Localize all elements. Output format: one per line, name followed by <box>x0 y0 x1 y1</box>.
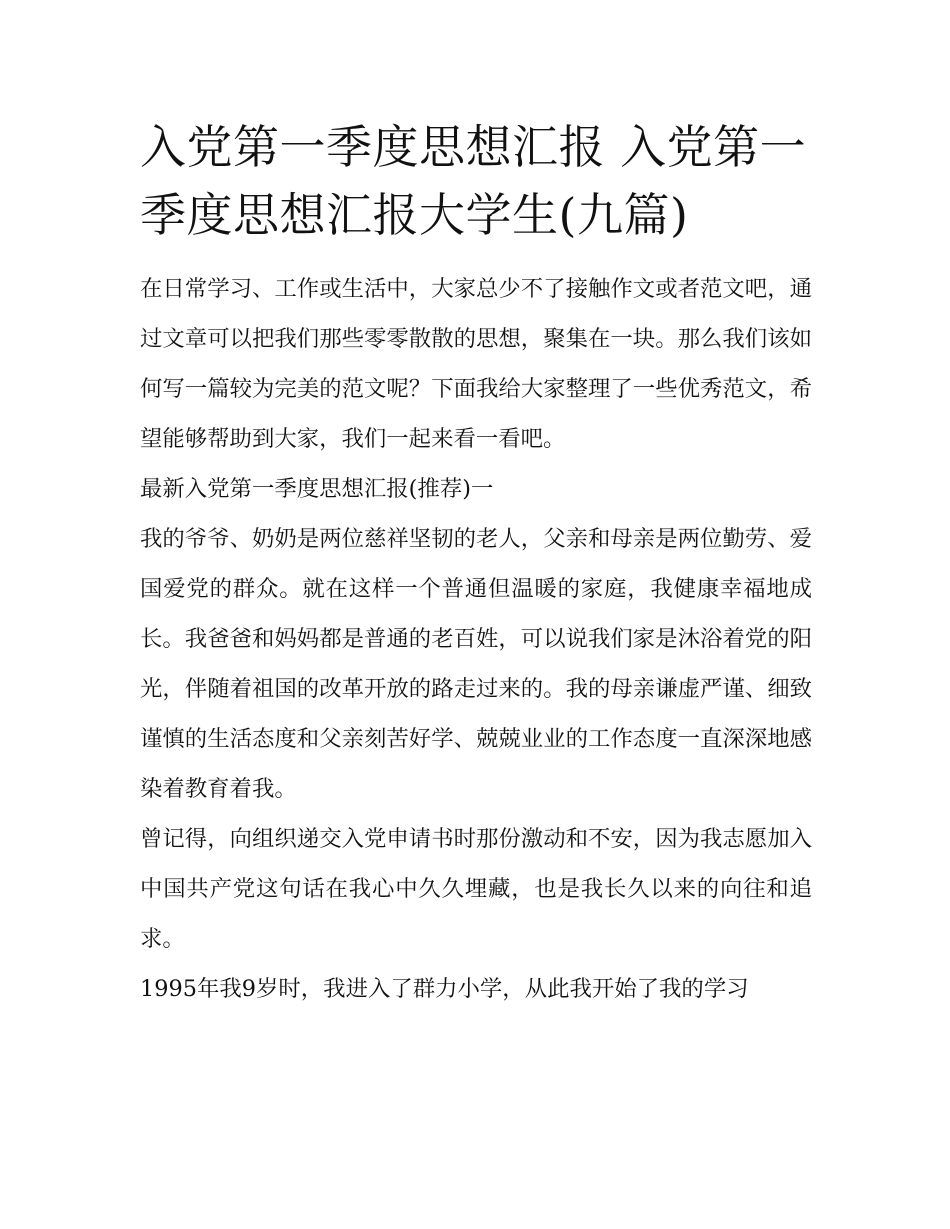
body-paragraph-application: 曾记得，向组织递交入党申请书时那份激动和不安，因为我志愿加入中国共产党这句话在我心中久久埋藏，也是我长久以来的向往和追求。 <box>140 826 812 952</box>
intro-paragraph: 在日常学习、工作或生活中，大家总少不了接触作文或者范文吧，通过文章可以把我们那些零零散散的思想，聚集在一块。那么我们该如何写一篇较为完美的范文呢？下面我给大家整理了一些优秀范文，希望能够帮助到大家，我们一起来看一看吧。 <box>140 276 812 452</box>
document-body <box>140 113 812 1014</box>
body-paragraph-school: 1995年我9岁时，我进入了群力小学，从此我开始了我的学习 <box>140 976 749 1002</box>
document-title: 入党第一季度思想汇报 入党第一季度思想汇报大学生(九篇) <box>140 120 807 242</box>
body-paragraph-family: 我的爷爷、奶奶是两位慈祥坚韧的老人，父亲和母亲是两位勤劳、爱国爱党的群众。就在这样一个普通但温暖的家庭，我健康幸福地成长。我爸爸和妈妈都是普通的老百姓，可以说我们家是沐浴着党的阳光，伴随着祖国的改革开放的路走过来的。我的母亲谦虚严谨、细致谨慎的生活态度和父亲刻苦好学、兢兢业业的工作态度一直深深地感染着教育着我。 <box>140 526 812 802</box>
section-heading: 最新入党第一季度思想汇报(推荐)一 <box>140 476 494 502</box>
